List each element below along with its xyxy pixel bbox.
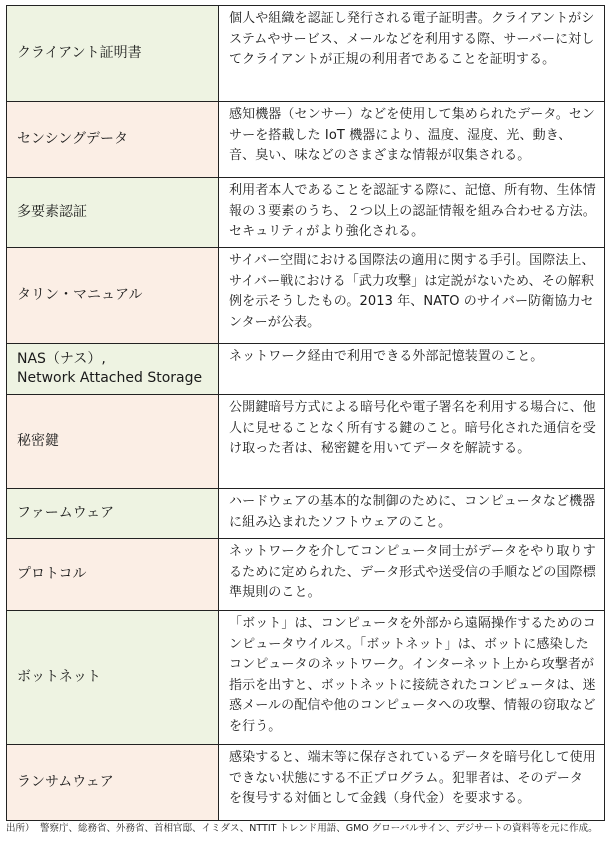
definition-cell: 個人や組織を認証し発行される電子証明書。クライアントがシステムやサービス、メールなどを利用する際、サーバーに対してクライアントが正規の利用者であることを証明する。 (219, 6, 605, 102)
source-note (6, 822, 604, 835)
definition-cell: サイバー空間における国際法の適用に関する手引。国際法上、サイバー戦における「武力攻撃」は定説がないため、その解釈例を示そうしたもの。2013 年、NATO のサイバー防衛協力センターが公表。 (219, 248, 605, 344)
term-cell: プロトコル (7, 539, 219, 611)
table-row (7, 102, 605, 178)
term-cell (7, 344, 219, 395)
term-cell: 秘密鍵 (7, 395, 219, 489)
definition-cell: 「ボット」は、コンピュータを外部から遠隔操作するためのコンピュータウイルス。「ボットネット」は、ボットに感染したコンピュータのネットワーク。インターネット上から攻撃者が指示を出すと、ボットネットに接続されたコンピュータは、迷惑メールの配信や他のコンピュータへの攻撃、情報の窃取などを行う。 (219, 611, 605, 745)
table-row (7, 611, 605, 745)
term-cell: ボットネット (7, 611, 219, 745)
table-row (7, 539, 605, 611)
term-cell: センシングデータ (7, 102, 219, 178)
definition-cell: ハードウェアの基本的な制御のために、コンピュータなど機器に組み込まれたソフトウェアのこと。 (219, 489, 605, 539)
table-row (7, 489, 605, 539)
source-label: 出所） (6, 823, 35, 834)
source-text: 警察庁、総務省、外務省、首相官邸、イミダス、NTTIT トレンド用語、GMO グローバルサイン、デジサートの資料等を元に作成。 (40, 823, 598, 834)
definition-cell: 感染すると、端末等に保存されているデータを暗号化して使用できない状態にする不正プログラム。犯罪者は、そのデータを復号する対価として金銭（身代金）を要求する。 (219, 745, 605, 821)
table-row (7, 745, 605, 821)
glossary-table (6, 5, 605, 821)
definition-cell: 利用者本人であることを認証する際に、記憶、所有物、生体情報の３要素のうち、２つ以上の認証情報を組み合わせる方法。セキュリティがより強化される。 (219, 178, 605, 248)
table-row (7, 344, 605, 395)
table-row (7, 395, 605, 489)
term-cell: ファームウェア (7, 489, 219, 539)
term-line: Network Attached Storage (17, 370, 203, 386)
definition-cell: ネットワークを介してコンピュータ同士がデータをやり取りするために定められた、データ形式や送受信の手順などの国際標準規則のこと。 (219, 539, 605, 611)
definition-cell: ネットワーク経由で利用できる外部記憶装置のこと。 (219, 344, 605, 395)
definition-cell: 感知機器（センサー）などを使用して集められたデータ。センサーを搭載した IoT 機器により、温度、湿度、光、動き、音、臭い、味などのさまざまな情報が収集される。 (219, 102, 605, 178)
table-row (7, 6, 605, 102)
term-cell: タリン・マニュアル (7, 248, 219, 344)
term-line: NAS（ナス）, (17, 351, 106, 367)
table-row (7, 178, 605, 248)
term-cell: ランサムウェア (7, 745, 219, 821)
definition-cell: 公開鍵暗号方式による暗号化や電子署名を利用する場合に、他人に見せることなく所有する鍵のこと。暗号化された通信を受け取った者は、秘密鍵を用いてデータを解読する。 (219, 395, 605, 489)
table-row (7, 248, 605, 344)
term-cell: 多要素認証 (7, 178, 219, 248)
term-cell: クライアント証明書 (7, 6, 219, 102)
